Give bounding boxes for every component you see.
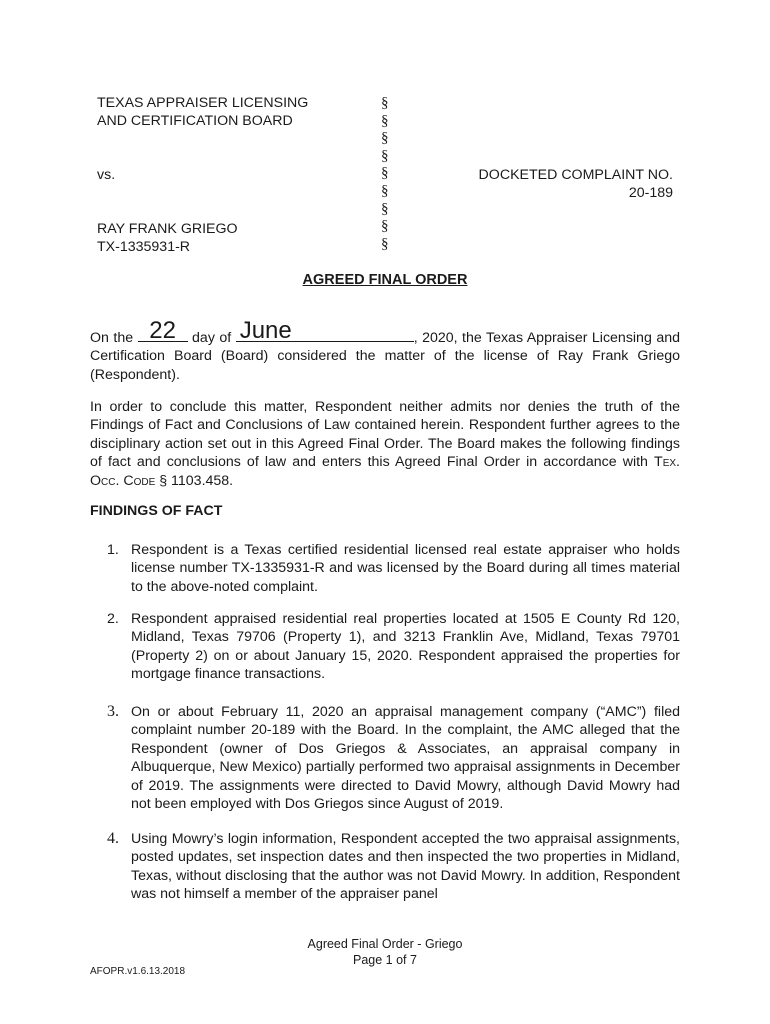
section-symbol-column: [381, 94, 389, 252]
section-symbol: §: [381, 147, 389, 164]
intro-rest: and Certification Board (Board) considered the matter of the license of Ray Frank Griego (Respondent).: [90, 330, 680, 383]
day-blank: [138, 317, 188, 344]
code-name: Tex. Occ. Code: [90, 454, 680, 489]
page-number: Page 1 of 7: [353, 953, 417, 967]
month-value: June: [239, 317, 292, 344]
finding-number: 4.: [107, 830, 119, 847]
docket-block: [479, 166, 673, 202]
section-symbol: §: [381, 235, 389, 252]
intro-day-of: day of: [192, 330, 232, 346]
intro-rest-line1: , 2020, the Texas Appraiser Licensing: [413, 330, 652, 346]
section-symbol: §: [381, 112, 389, 129]
caption-parties: [97, 94, 308, 256]
respondent-name: RAY FRANK GRIEGO: [97, 221, 238, 237]
finding-text: Using Mowry’s login information, Respondent accepted the two appraisal assignments, posted updates, set inspection dates and then inspected the two properties in Midland, Texas, without disclosing that the author was not David Mowry. In addition, Respondent was not himself a member of the appraiser panel: [131, 831, 680, 903]
day-value: 22: [149, 317, 176, 344]
docket-number: 20-189: [628, 185, 673, 201]
findings-heading: FINDINGS OF FACT: [90, 503, 223, 519]
code-section: § 1103.458.: [155, 472, 234, 489]
document-title: AGREED FINAL ORDER: [302, 272, 468, 288]
finding-number: 2.: [107, 611, 119, 627]
footer-title: Agreed Final Order - Griego: [307, 937, 463, 951]
finding-item: [90, 541, 680, 596]
section-symbol: §: [381, 218, 389, 235]
form-version: AFOPR.v1.6.13.2018: [90, 966, 186, 977]
board-name-line2: AND CERTIFICATION BOARD: [97, 113, 293, 129]
intro-on-the: On the: [90, 330, 134, 346]
finding-number: 3.: [107, 703, 119, 720]
finding-item: [90, 830, 680, 904]
conclude-text: In order to conclude this matter, Respondent neither admits nor denies the truth of the Findings of Fact and Conclusions of Law contained herein. Respondent further agrees to the disciplinary action set out in this Agreed Final Order. The Board makes the following findings of fact and conclusions of law and enters this Agreed Final Order in accordance with: [90, 399, 680, 471]
section-symbol: §: [381, 130, 389, 147]
section-symbol: §: [381, 182, 389, 199]
board-name-line1: TEXAS APPRAISER LICENSING: [97, 95, 309, 111]
conclude-paragraph: [90, 398, 680, 490]
page-footer: [0, 936, 770, 968]
finding-item: [90, 703, 680, 813]
respondent-license: TX-1335931-R: [97, 239, 191, 255]
intro-paragraph: [90, 317, 680, 384]
finding-item: [90, 610, 680, 684]
finding-number: 1.: [107, 542, 119, 558]
docket-label: DOCKETED COMPLAINT NO.: [478, 167, 673, 183]
section-symbol: §: [381, 95, 389, 111]
month-blank: [236, 317, 414, 344]
section-symbol: §: [381, 200, 389, 217]
versus-label: vs.: [97, 167, 116, 183]
section-symbol: §: [381, 165, 389, 182]
finding-text: On or about February 11, 2020 an appraisal management company (“AMC”) filed complaint number 20-189 with the Board. In the complaint, the AMC alleged that the Respondent (owner of Dos Griegos & Associates, an appraisal company in Albuquerque, New Mexico) partially performed two appraisal assignments in December of 2019. The assignments were directed to David Mowry, although David Mowry had not been employed with Dos Griegos since August of 2019.: [131, 704, 680, 813]
finding-text: Respondent appraised residential real properties located at 1505 E County Rd 120, Midland, Texas 79706 (Property 1), and 3213 Franklin Ave, Midland, Texas 79701 (Property 2) on or about January 15, 2020. Respondent appraised the properties for mortgage finance transactions.: [131, 611, 680, 683]
finding-text: Respondent is a Texas certified residential licensed real estate appraiser who holds license number TX-1335931-R and was licensed by the Board during all times material to the above-noted complaint.: [131, 542, 680, 595]
